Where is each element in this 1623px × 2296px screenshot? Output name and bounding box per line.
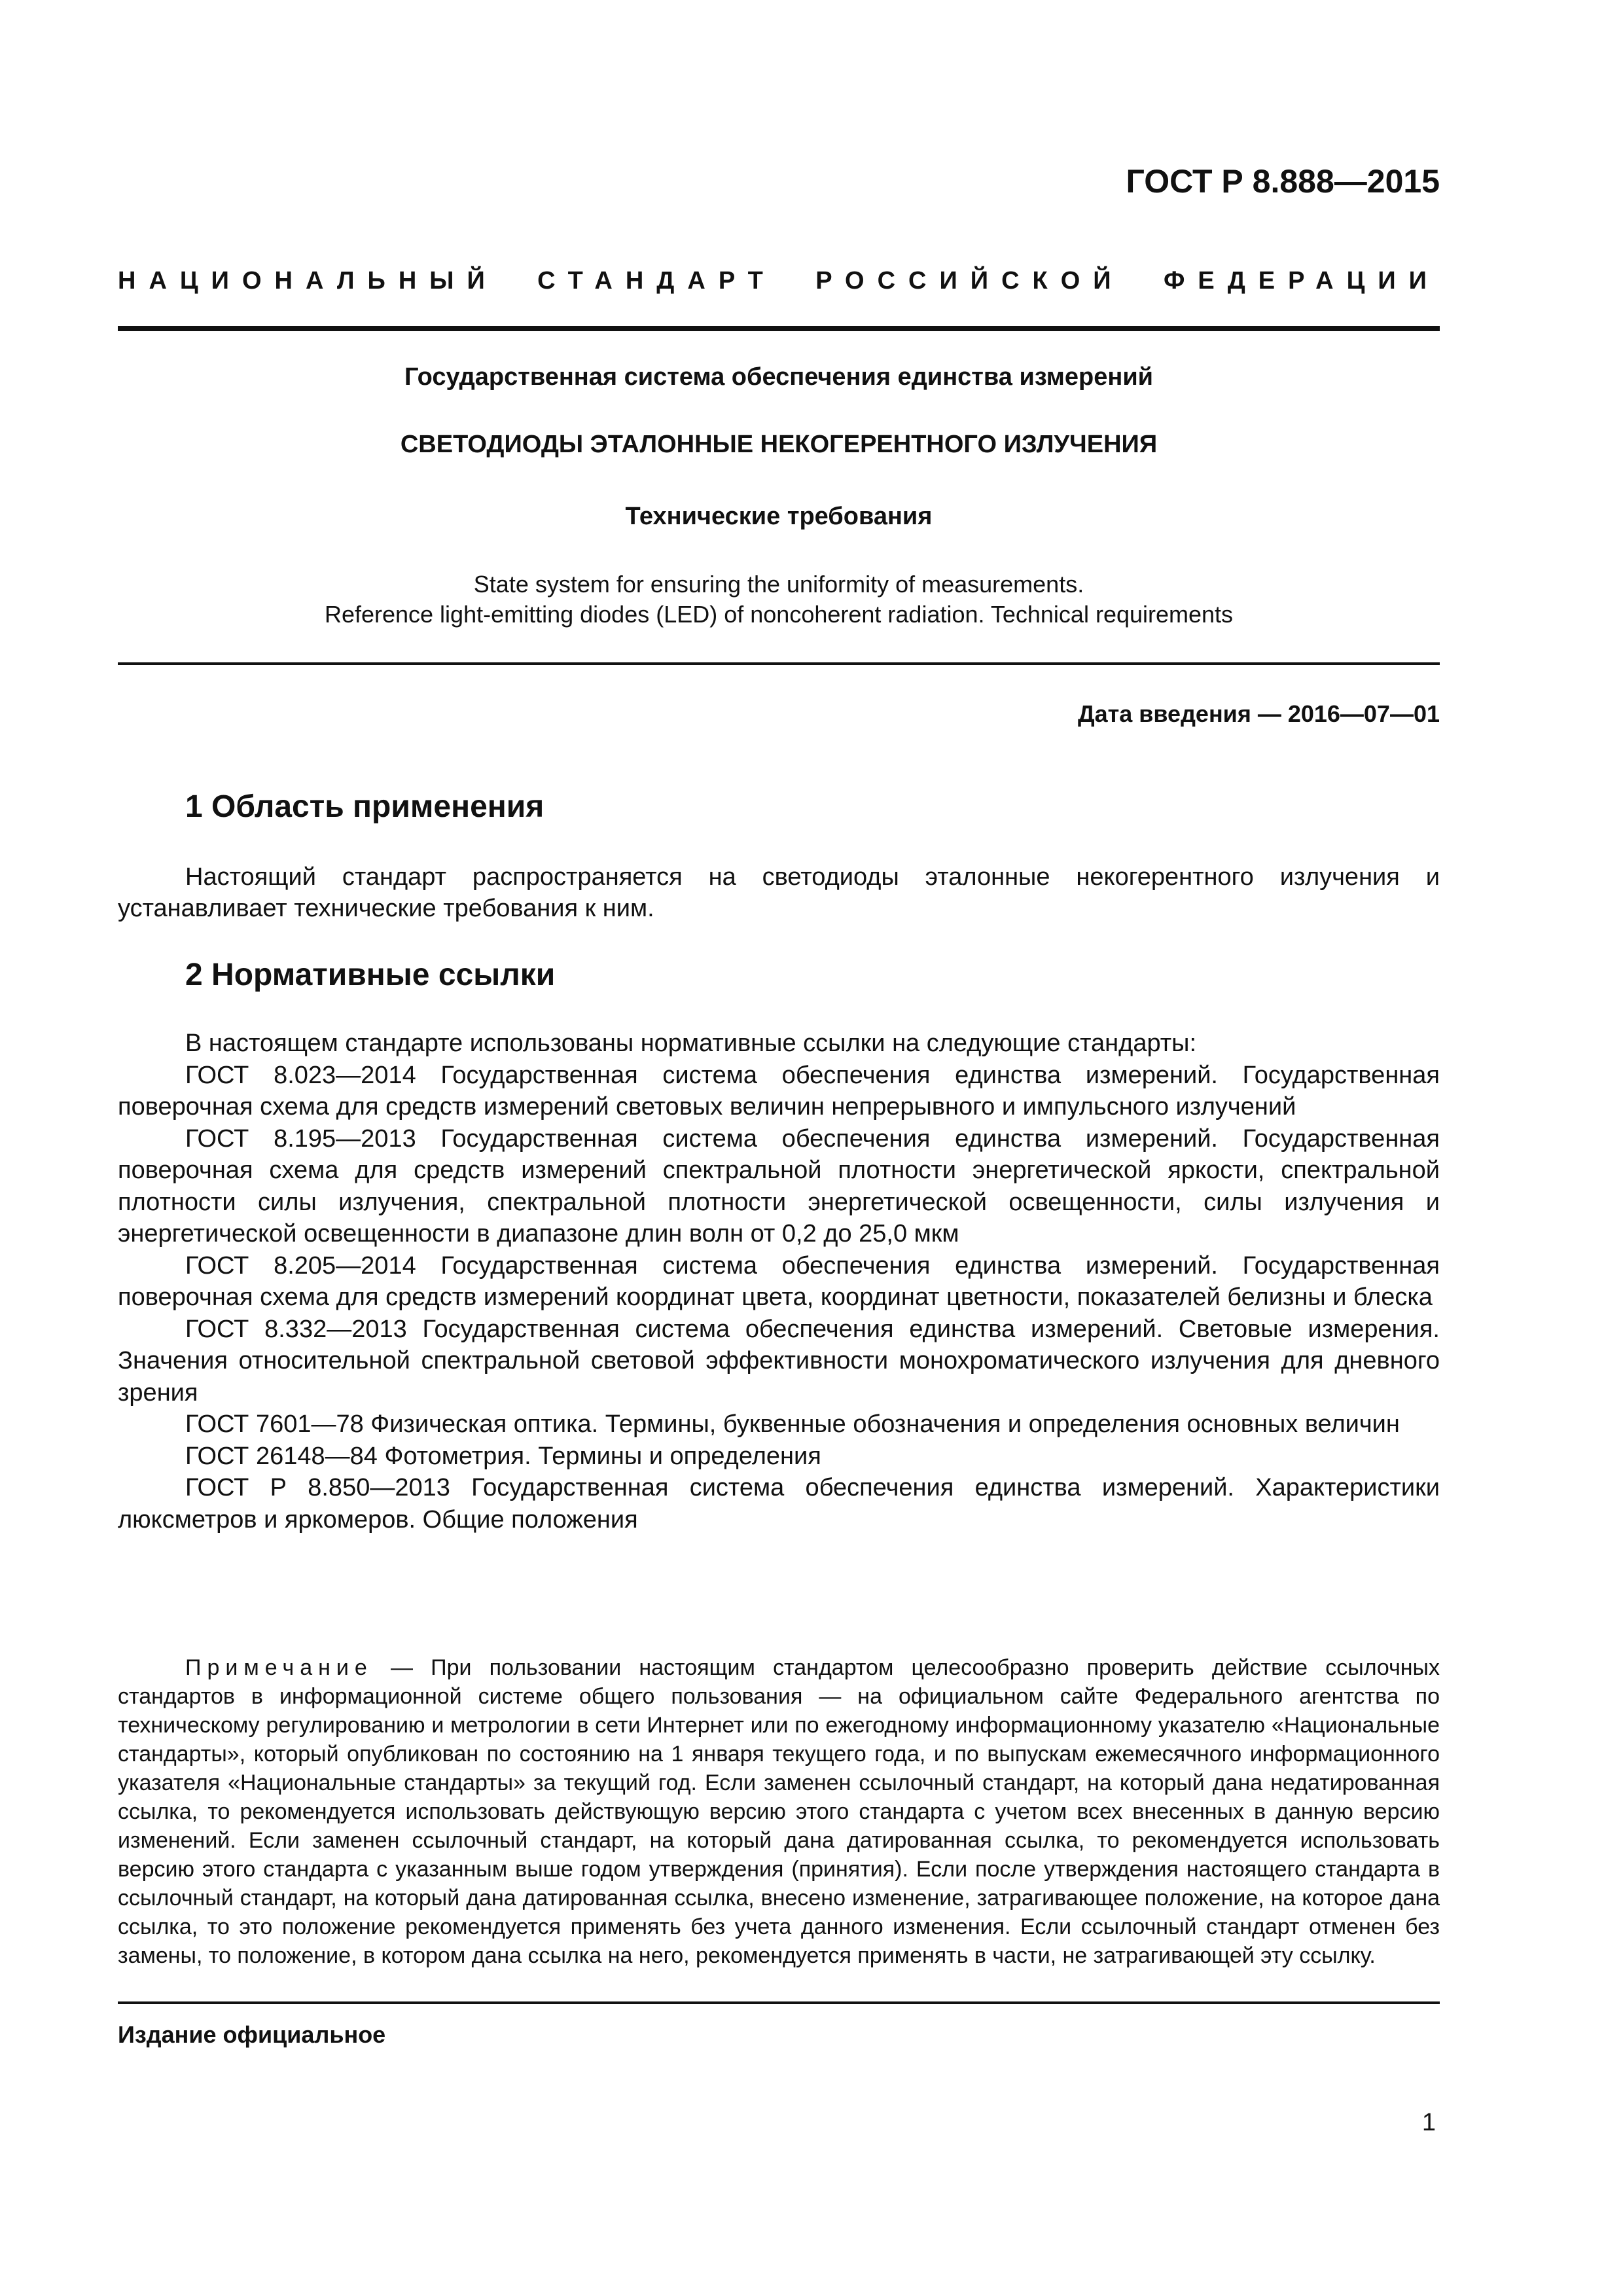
references-intro: В настоящем стандарте использованы нормативные ссылки на следующие стандарты: bbox=[185, 1030, 1197, 1057]
header-word: ФЕДЕРАЦИИ bbox=[1163, 267, 1440, 295]
document-code: ГОСТ Р 8.888—2015 bbox=[1126, 163, 1440, 200]
reference-item: ГОСТ Р 8.850—2013 Государственная система обеспечения единства измерений. Характеристики люксметров и яркомеров. Общие положения bbox=[118, 1474, 1440, 1534]
reference-item: ГОСТ 7601—78 Физическая оптика. Термины, буквенные обозначения и определения основных величин bbox=[185, 1410, 1400, 1438]
references-note bbox=[118, 1653, 1440, 1970]
header-divider bbox=[118, 326, 1440, 331]
reference-item: ГОСТ 8.205—2014 Государственная система обеспечения единства измерений. Государственная поверочная схема для средств измерений координат цвета, координат цветности, показателей белизны и блеска bbox=[118, 1251, 1440, 1311]
reference-item: ГОСТ 8.195—2013 Государственная система обеспечения единства измерений. Государственная поверочная схема для средств измерений спектральной плотности энергетической яркости, спектральной плотности силы излучения, спектральной плотности энергетической освещенности, силы излучения и энергетической освещенности в диапазоне длин волн от 0,2 до 25,0 мкм bbox=[118, 1124, 1440, 1247]
note-label: Примечание bbox=[185, 1655, 373, 1680]
reference-item: ГОСТ 8.023—2014 Государственная система обеспечения единства измерений. Государственная поверочная схема для средств измерений световых величин непрерывного и импульсного излучений bbox=[118, 1061, 1440, 1121]
reference-item: ГОСТ 26148—84 Фотометрия. Термины и определения bbox=[185, 1442, 821, 1470]
header-word: РОССИЙСКОЙ bbox=[815, 267, 1124, 295]
english-title-line-1: State system for ensuring the uniformity of measurements. bbox=[473, 571, 1084, 598]
english-title-line-2: Reference light-emitting diodes (LED) of noncoherent radiation. Technical requirements bbox=[324, 601, 1234, 628]
section-2-heading: 2 Нормативные ссылки bbox=[185, 958, 556, 992]
title-divider bbox=[118, 662, 1440, 665]
header-word: НАЦИОНАЛЬНЫЙ bbox=[118, 267, 498, 295]
national-standard-header bbox=[118, 267, 1440, 295]
section-1-text: Настоящий стандарт распространяется на светодиоды эталонные некогерентного излучения и устанавливает технические требования к ним. bbox=[118, 863, 1440, 922]
system-title: Государственная система обеспечения единства измерений bbox=[404, 363, 1154, 391]
main-title: СВЕТОДИОДЫ ЭТАЛОННЫЕ НЕКОГЕРЕНТНОГО ИЗЛУЧЕНИЯ bbox=[400, 431, 1158, 458]
section-1-heading: 1 Область применения bbox=[185, 789, 544, 824]
header-word: СТАНДАРТ bbox=[537, 267, 776, 295]
note-text: — При пользовании настоящим стандартом целесообразно проверить действие ссылочных стандартов в информационной системе общего пользования — на официальном сайте Федерального агентства по техническому регулированию и метрологии в сети Интернет или по ежегодному информационному указателю «Национальные стандарты», который опубликован по состоянию на 1 января текущего года, и по выпускам ежемесячного информационного указателя «Национальные стандарты» за текущий год. Если заменен ссылочный стандарт, на который дана недатированная ссылка, то рекомендуется использовать действующую версию этого стандарта с учетом всех внесенных в данную версию изменений. Если заменен ссылочный стандарт, на который дана датированная ссылка, то рекомендуется использовать версию этого стандарта с указанным выше годом утверждения (принятия). Если после утверждения настоящего стандарта в ссылочный стандарт, на который дана датированная ссылка, внесено изменение, затрагивающее положение, на которое дана ссылка, то это положение рекомендуется применять без учета данного изменения. Если ссылочный стандарт отменен без замены, то положение, в котором дана ссылка на него, рекомендуется применять в части, не затрагивающей эту ссылку. bbox=[118, 1655, 1440, 1968]
footer-divider bbox=[118, 2001, 1440, 2004]
document-subtitle: Технические требования bbox=[625, 503, 933, 530]
page-number: 1 bbox=[1421, 2109, 1436, 2136]
introduction-date: Дата введения — 2016—07—01 bbox=[1077, 700, 1440, 727]
official-edition-label: Издание официальное bbox=[118, 2021, 386, 2048]
normative-references-list bbox=[118, 1028, 1440, 1535]
reference-item: ГОСТ 8.332—2013 Государственная система обеспечения единства измерений. Световые измерения. Значения относительной спектральной световой эффективности монохроматического излучения для дневного зрения bbox=[118, 1315, 1440, 1407]
